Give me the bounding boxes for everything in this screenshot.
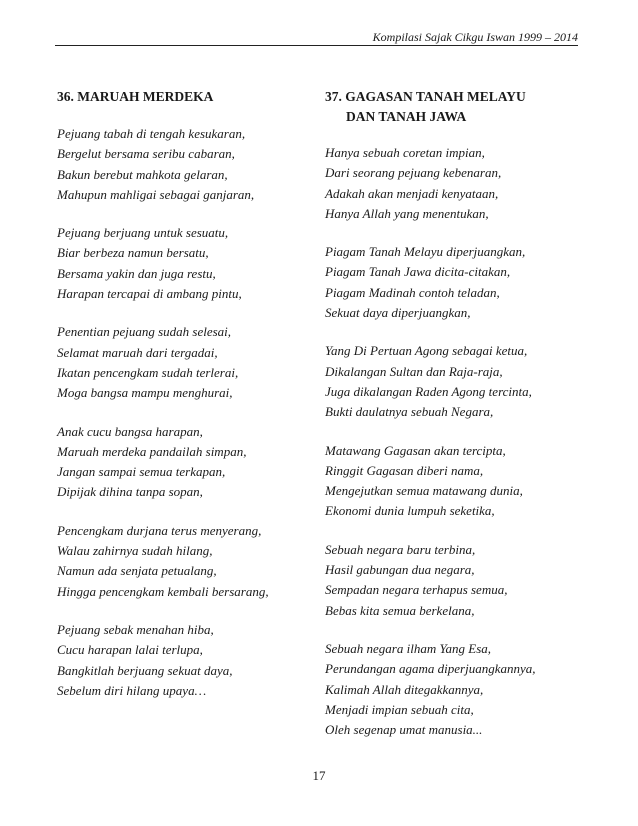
verse-line: Walau zahirnya sudah hilang, [57,543,213,559]
verse-line: Bakun berebut mahkota gelaran, [57,166,228,182]
verse-line: Selamat maruah dari tergadai, [57,344,218,360]
verse-line: Ikatan pencengkam sudah terlerai, [57,364,239,380]
verse-line: Hasil gabungan dua negara, [325,562,475,578]
verse-line: Bebas kita semua berkelana, [325,602,475,618]
stanza [57,620,307,701]
verse-line: Bersama yakin dan juga restu, [57,265,216,281]
verse-line: Pencengkam durjana terus menyerang, [57,522,262,538]
verse-line: Matawang Gagasan akan tercipta, [325,442,506,458]
verse-line: Ringgit Gagasan diberi nama, [325,462,484,478]
stanza [325,341,585,422]
verse-line: Ekonomi dunia lumpuh seketika, [325,503,495,519]
verse-line: Sebuah negara ilham Yang Esa, [325,640,491,656]
stanza [57,124,307,205]
verse-line: Hingga pencengkam kembali bersarang, [57,583,269,599]
verse-line: Pejuang berjuang untuk sesuatu, [57,225,229,241]
verse-line: Juga dikalangan Raden Agong tercinta, [325,383,532,399]
verse-line: Pejuang tabah di tengah kesukaran, [57,126,246,141]
verse-line: Kalimah Allah ditegakkannya, [325,681,484,697]
stanza [325,540,585,621]
verse-line: Pejuang sebak menahan hiba, [57,621,214,637]
verse-line: Biar berbeza namun bersatu, [57,245,209,261]
verse-line: Menjadi impian sebuah cita, [325,701,474,717]
poem-body [57,124,307,701]
verse-line: Anak cucu bangsa harapan, [57,423,203,439]
stanza [325,143,585,224]
verse-line: Penentian pejuang sudah selesai, [57,324,232,340]
stanza [57,223,307,304]
verse-line: Mahupun mahligai sebagai ganjaran, [57,186,255,202]
verse-line: Sebelum diri hilang upaya… [57,682,207,698]
verse-line: Dipijak dihina tanpa sopan, [57,484,203,500]
verse-line: Adakah akan menjadi kenyataan, [325,185,499,201]
verse-line: Sempadan negara terhapus semua, [325,582,508,598]
verse-line: Bangkitlah berjuang sekuat daya, [57,662,233,678]
poem-36 [57,87,307,701]
poem-body [325,143,585,740]
verse-line: Bukti daulatnya sebuah Negara, [325,404,494,420]
verse-line: Yang Di Pertuan Agong sebagai ketua, [325,343,528,359]
verse-line: Dikalangan Sultan dan Raja-raja, [325,363,503,379]
verse-line: Jangan sampai semua terkapan, [57,464,226,480]
header-rule [55,45,578,46]
verse-line: Mengejutkan semua matawang dunia, [325,483,523,499]
verse-line: Dari seorang pejuang kebenaran, [325,165,502,181]
verse-line: Maruah merdeka pandailah simpan, [57,443,247,459]
stanza [57,521,307,602]
stanza [325,441,585,522]
poem-37 [325,87,585,740]
stanza [57,422,307,503]
verse-line: Hanya sebuah coretan impian, [325,145,485,160]
poem-title [57,87,307,107]
verse-line: Sekuat daya diperjuangkan, [325,305,471,321]
verse-line: Sebuah negara baru terbina, [325,541,476,557]
stanza [325,242,585,323]
verse-line: Namun ada senjata petualang, [57,563,217,579]
verse-line: Oleh segenap umat manusia... [325,722,483,738]
poem-title-line: 37. GAGASAN TANAH MELAYU [325,89,526,104]
verse-line: Bergelut bersama seribu cabaran, [57,146,235,162]
poem-title [325,87,585,127]
stanza [325,639,585,740]
verse-line: Piagam Tanah Jawa dicita-citakan, [325,264,511,280]
poem-title-line: DAN TANAH JAWA [346,109,467,124]
verse-line: Piagam Madinah contoh teladan, [325,284,500,300]
poem-title-line: 36. MARUAH MERDEKA [57,89,214,104]
verse-line: Moga bangsa mampu menghurai, [57,385,233,401]
stanza [57,322,307,403]
verse-line: Hanya Allah yang menentukan, [325,205,489,221]
verse-line: Cucu harapan lalai terlupa, [57,642,203,658]
verse-line: Harapan tercapai di ambang pintu, [57,286,242,302]
verse-line: Piagam Tanah Melayu diperjuangkan, [325,244,526,260]
page-number: 17 [312,768,326,783]
running-header: Kompilasi Sajak Cikgu Iswan 1999 – 2014 [372,30,578,44]
verse-line: Perundangan agama diperjuangkannya, [325,661,536,677]
